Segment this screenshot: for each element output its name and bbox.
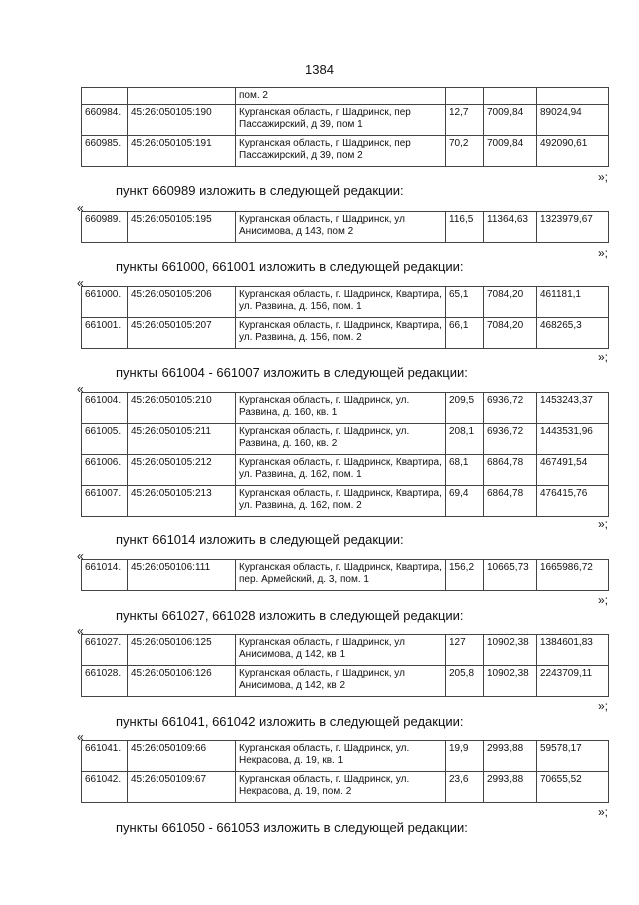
table-block-3 [81, 392, 608, 517]
unit-value: 2993,88 [484, 772, 537, 803]
table-row [82, 88, 609, 105]
open-quote: « [77, 382, 84, 396]
address: Курганская область, г. Шадринск, ул. Некрасова, д. 19, кв. 1 [236, 741, 446, 772]
data-table [81, 634, 609, 697]
unit-value: 11364,63 [484, 212, 537, 243]
area: 156,2 [446, 560, 484, 591]
data-table [81, 87, 609, 167]
address: Курганская область, г. Шадринск, ул. Развина, д. 160, кв. 2 [236, 424, 446, 455]
cadastral-number: 45:26:050105:213 [128, 486, 236, 517]
cadastral-number: 45:26:050106:125 [128, 635, 236, 666]
open-quote: « [77, 624, 84, 638]
cadastral-value: 1665986,72 [537, 560, 609, 591]
address: Курганская область, г Шадринск, пер Пассажирский, д 39, пом 1 [236, 105, 446, 136]
paragraph-heading: пункты 661041, 661042 изложить в следующей редакции: [116, 714, 464, 729]
table-row [82, 635, 609, 666]
cadastral-value: 1384601,83 [537, 635, 609, 666]
table-block-6 [81, 740, 608, 803]
open-quote: « [77, 276, 84, 290]
unit-value: 7009,84 [484, 136, 537, 167]
page-number: 1384 [305, 62, 334, 77]
cadastral-number: 45:26:050106:111 [128, 560, 236, 591]
unit-value: 7084,20 [484, 318, 537, 349]
unit-value: 10902,38 [484, 666, 537, 697]
table-row [82, 560, 609, 591]
cadastral-value: 59578,17 [537, 741, 609, 772]
unit-value: 7009,84 [484, 105, 537, 136]
cadastral-number: 45:26:050105:212 [128, 455, 236, 486]
open-quote: « [77, 549, 84, 563]
cadastral-value: 89024,94 [537, 105, 609, 136]
cadastral-number: 45:26:050109:67 [128, 772, 236, 803]
row-number: 661027. [82, 635, 128, 666]
cadastral-value [537, 88, 609, 105]
close-quote: »; [597, 246, 608, 260]
table-block-5 [81, 634, 608, 697]
unit-value [484, 88, 537, 105]
row-number: 660989. [82, 212, 128, 243]
unit-value: 10665,73 [484, 560, 537, 591]
cadastral-value: 1453243,37 [537, 393, 609, 424]
row-number: 660984. [82, 105, 128, 136]
row-number: 661000. [82, 287, 128, 318]
cadastral-number: 45:26:050105:207 [128, 318, 236, 349]
area: 23,6 [446, 772, 484, 803]
cadastral-value: 1323979,67 [537, 212, 609, 243]
row-number: 661004. [82, 393, 128, 424]
row-number: 661005. [82, 424, 128, 455]
cadastral-number: 45:26:050109:66 [128, 741, 236, 772]
cadastral-number: 45:26:050105:211 [128, 424, 236, 455]
address: Курганская область, г Шадринск, ул Анисимова, д 142, кв 1 [236, 635, 446, 666]
table-row [82, 772, 609, 803]
unit-value: 7084,20 [484, 287, 537, 318]
address: Курганская область, г. Шадринск, Квартира, ул. Развина, д. 156, пом. 1 [236, 287, 446, 318]
row-number: 661041. [82, 741, 128, 772]
area: 12,7 [446, 105, 484, 136]
cadastral-value: 1443531,96 [537, 424, 609, 455]
area: 116,5 [446, 212, 484, 243]
paragraph-heading: пункт 660989 изложить в следующей редакции: [116, 183, 404, 198]
cadastral-value: 2243709,11 [537, 666, 609, 697]
cadastral-number: 45:26:050105:195 [128, 212, 236, 243]
table-row [82, 741, 609, 772]
area: 66,1 [446, 318, 484, 349]
row-number: 661028. [82, 666, 128, 697]
address: Курганская область, г Шадринск, пер Пассажирский, д 39, пом 2 [236, 136, 446, 167]
table-block-0 [81, 87, 608, 167]
paragraph-heading: пункт 661014 изложить в следующей редакции: [116, 532, 404, 547]
row-number: 661006. [82, 455, 128, 486]
cadastral-number: 45:26:050106:126 [128, 666, 236, 697]
close-quote: »; [597, 350, 608, 364]
paragraph-heading: пункты 661004 - 661007 изложить в следующей редакции: [116, 365, 468, 380]
row-number: 661042. [82, 772, 128, 803]
table-row [82, 105, 609, 136]
cadastral-number: 45:26:050105:206 [128, 287, 236, 318]
table-row [82, 212, 609, 243]
table-block-2 [81, 286, 608, 349]
close-quote: »; [597, 805, 608, 819]
row-number: 661014. [82, 560, 128, 591]
table-row [82, 424, 609, 455]
close-quote: »; [597, 699, 608, 713]
area: 127 [446, 635, 484, 666]
unit-value: 6936,72 [484, 424, 537, 455]
address: Курганская область, г. Шадринск, Квартира, ул. Развина, д. 162, пом. 2 [236, 486, 446, 517]
row-number: 661007. [82, 486, 128, 517]
cadastral-number [128, 88, 236, 105]
address: Курганская область, г. Шадринск, ул. Некрасова, д. 19, пом. 2 [236, 772, 446, 803]
table-row [82, 455, 609, 486]
row-number [82, 88, 128, 105]
address: Курганская область, г Шадринск, ул Анисимова, д 142, кв 2 [236, 666, 446, 697]
area: 205,8 [446, 666, 484, 697]
cadastral-value: 70655,52 [537, 772, 609, 803]
close-quote: »; [597, 593, 608, 607]
area: 69,4 [446, 486, 484, 517]
table-row [82, 287, 609, 318]
table-row [82, 136, 609, 167]
table-block-4 [81, 559, 608, 591]
address: Курганская область, г. Шадринск, Квартира, ул. Развина, д. 162, пом. 1 [236, 455, 446, 486]
close-quote: »; [597, 517, 608, 531]
unit-value: 2993,88 [484, 741, 537, 772]
address: Курганская область, г. Шадринск, Квартира, пер. Армейский, д. 3, пом. 1 [236, 560, 446, 591]
unit-value: 6864,78 [484, 455, 537, 486]
data-table [81, 740, 609, 803]
close-quote: »; [597, 170, 608, 184]
table-row [82, 318, 609, 349]
data-table [81, 559, 609, 591]
paragraph-heading: пункты 661000, 661001 изложить в следующей редакции: [116, 259, 464, 274]
area [446, 88, 484, 105]
paragraph-heading: пункты 661027, 661028 изложить в следующей редакции: [116, 608, 464, 623]
cadastral-value: 476415,76 [537, 486, 609, 517]
cadastral-value: 492090,61 [537, 136, 609, 167]
unit-value: 10902,38 [484, 635, 537, 666]
cadastral-value: 468265,3 [537, 318, 609, 349]
row-number: 661001. [82, 318, 128, 349]
table-row [82, 666, 609, 697]
address: Курганская область, г Шадринск, ул Анисимова, д 143, пом 2 [236, 212, 446, 243]
area: 70,2 [446, 136, 484, 167]
cadastral-value: 467491,54 [537, 455, 609, 486]
data-table [81, 211, 609, 243]
data-table [81, 392, 609, 517]
cadastral-number: 45:26:050105:190 [128, 105, 236, 136]
table-row [82, 486, 609, 517]
data-table [81, 286, 609, 349]
area: 209,5 [446, 393, 484, 424]
cadastral-number: 45:26:050105:210 [128, 393, 236, 424]
row-number: 660985. [82, 136, 128, 167]
paragraph-heading: пункты 661050 - 661053 изложить в следующей редакции: [116, 820, 468, 835]
open-quote: « [77, 201, 84, 215]
unit-value: 6864,78 [484, 486, 537, 517]
address: Курганская область, г. Шадринск, Квартира, ул. Развина, д. 156, пом. 2 [236, 318, 446, 349]
cadastral-value: 461181,1 [537, 287, 609, 318]
area: 19,9 [446, 741, 484, 772]
unit-value: 6936,72 [484, 393, 537, 424]
address: Курганская область, г. Шадринск, ул. Развина, д. 160, кв. 1 [236, 393, 446, 424]
area: 65,1 [446, 287, 484, 318]
area: 208,1 [446, 424, 484, 455]
table-block-1 [81, 211, 608, 243]
cadastral-number: 45:26:050105:191 [128, 136, 236, 167]
address: пом. 2 [236, 88, 446, 105]
open-quote: « [77, 730, 84, 744]
table-row [82, 393, 609, 424]
area: 68,1 [446, 455, 484, 486]
